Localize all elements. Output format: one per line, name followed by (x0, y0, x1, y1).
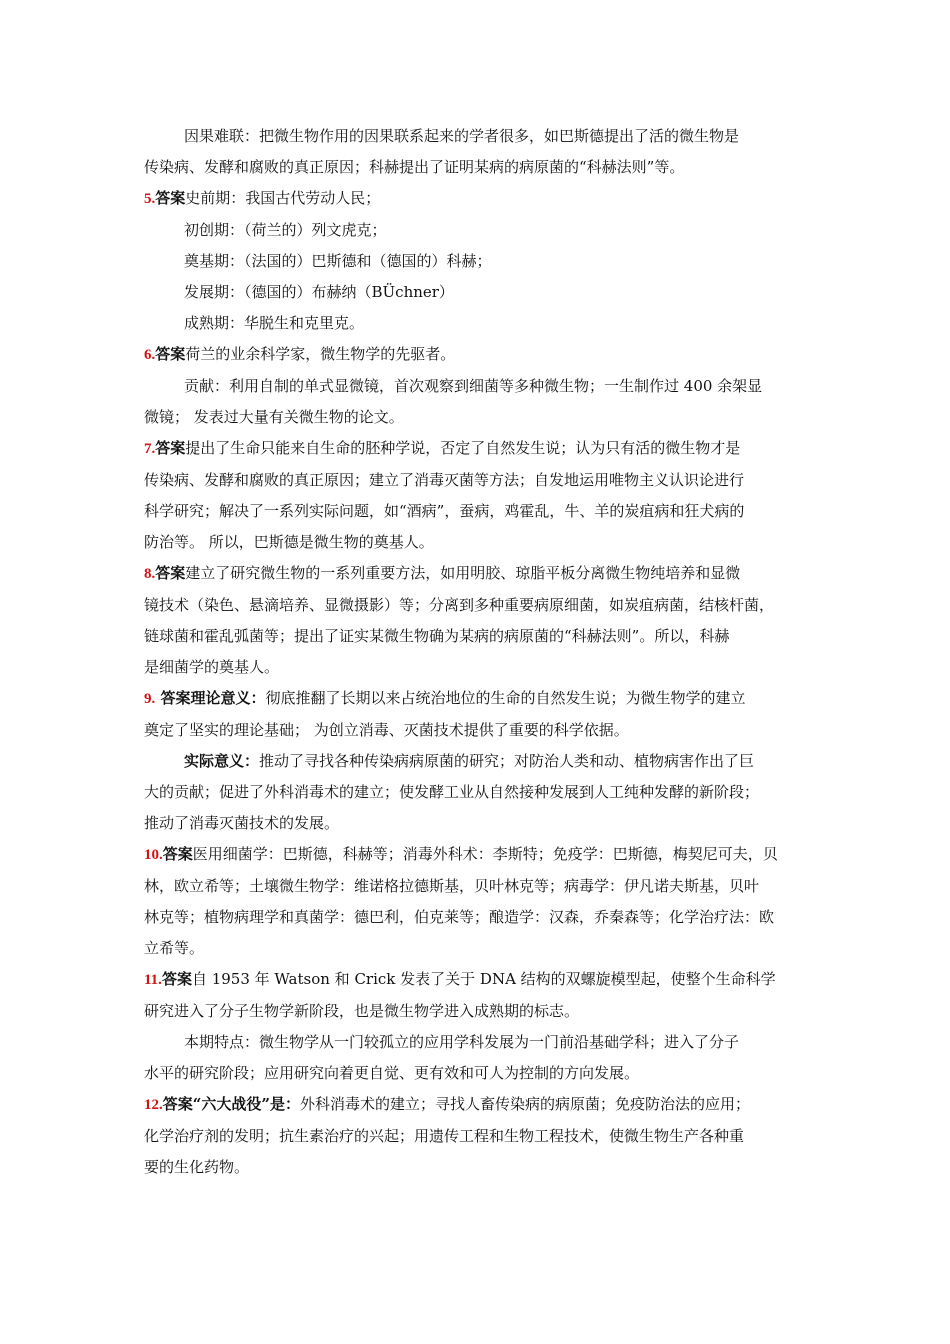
intro-paragraph (144, 121, 814, 183)
answer-label: 答案 (155, 439, 186, 457)
answer-first-line (144, 839, 814, 871)
answer-11 (144, 964, 814, 1089)
answer-first-line (144, 433, 814, 465)
text-line: 镜技术（染色、悬滴培养、显微摄影）等；分离到多种重要病原细菌，如炭疽病菌，结核杆菌， (144, 596, 775, 614)
period-line: 初创期：（荷兰的）列文虎克； (184, 221, 387, 239)
answer-first-line (144, 964, 814, 996)
text-line: 贡献：利用自制的单式显微镜，首次观察到细菌等多种微生物；一生制作过 400 余架显 (184, 377, 763, 395)
text-line: 因果难联：把微生物作用的因果联系起来的学者很多，如巴斯德提出了活的微生物是 (184, 127, 740, 145)
answer-label: 答案 (155, 564, 186, 582)
text-line: 化学治疗剂的发明；抗生素治疗的兴起；用遗传工程和生物工程技术，使微生物生产各种重 (144, 1127, 745, 1145)
answer-label: 答案 (155, 189, 186, 207)
document-body (144, 121, 814, 1183)
text-line: 奠定了坚实的理论基础； 为创立消毒、灭菌技术提供了重要的科学依据。 (144, 721, 629, 739)
period-line: 发展期：（德国的）布赫纳（BÜchner） (184, 283, 454, 301)
text-line: 本期特点：微生物学从一门较孤立的应用学科发展为一门前沿基础学科；进入了分子 (184, 1033, 740, 1051)
answer-number: 12. (144, 1097, 163, 1113)
answer-9 (144, 683, 814, 839)
answer-first-line (144, 183, 814, 215)
text-line: 微镜； 发表过大量有关微生物的论文。 (144, 408, 404, 426)
text-line: 推动了寻找各种传染病病原菌的研究；对防治人类和动、植物病害作出了巨 (259, 752, 755, 770)
answer-label: 答案理论意义： (155, 689, 266, 707)
answer-7 (144, 433, 814, 558)
answer-label: 答案 (162, 845, 193, 863)
answer-number: 5. (144, 191, 156, 207)
text-line: 荷兰的业余科学家，微生物学的先驱者。 (185, 345, 456, 363)
text-line: 研究进入了分子生物学新阶段，也是微生物学进入成熟期的标志。 (144, 1002, 580, 1020)
answer-8 (144, 558, 814, 683)
text-line: 推动了消毒灭菌技术的发展。 (144, 814, 340, 832)
text-line: 林克等；植物病理学和真菌学：德巴利，伯克莱等；酿造学：汉森，乔秦森等；化学治疗法：欧 (144, 908, 775, 926)
answer-number: 10. (144, 847, 163, 863)
text-line: 科学研究；解决了一系列实际问题，如“酒病”，蚕病，鸡霍乱，牛、羊的炭疽病和狂犬病的 (144, 502, 745, 520)
answer-first-line (144, 1089, 814, 1121)
period-line: 奠基期：（法国的）巴斯德和（德国的）科赫； (184, 252, 492, 270)
answer-label: 答案 (161, 970, 192, 988)
text-line: 防治等。 所以，巴斯德是微生物的奠基人。 (144, 533, 434, 551)
answer-first-line (144, 339, 814, 371)
text-line: 史前期：我国古代劳动人民； (185, 189, 381, 207)
text-line: 提出了生命只能来自生命的胚种学说，否定了自然发生说；认为只有活的微生物才是 (185, 439, 741, 457)
period-line: 成熟期：华脱生和克里克。 (184, 314, 365, 332)
text-line: 链球菌和霍乱弧菌等；提出了证实某微生物确为某病的病原菌的“科赫法则”。所以，科赫 (144, 627, 730, 645)
text-line: 外科消毒术的建立；寻找人畜传染病的病原菌；免疫防治法的应用； (300, 1095, 751, 1113)
answer-6 (144, 339, 814, 433)
text-line: 大的贡献；促进了外科消毒术的建立；使发酵工业从自然接种发展到人工纯种发酵的新阶段； (144, 783, 760, 801)
text-line: 建立了研究微生物的一系列重要方法，如用明胶、琼脂平板分离微生物纯培养和显微 (185, 564, 741, 582)
sub-first-line (144, 746, 814, 777)
sub-label: 实际意义： (184, 752, 260, 770)
text-line: 是细菌学的奠基人。 (144, 658, 280, 676)
text-line: 传染病、发酵和腐败的真正原因；建立了消毒灭菌等方法；自发地运用唯物主义认识论进行 (144, 471, 745, 489)
text-line: 林，欧立希等；土壤微生物学：维诺格拉德斯基，贝叶林克等；病毒学：伊凡诺夫斯基，贝叶 (144, 877, 760, 895)
answer-number: 9. (144, 691, 156, 707)
answer-number: 6. (144, 347, 156, 363)
answer-first-line (144, 683, 814, 715)
answer-first-line (144, 558, 814, 590)
answer-5 (144, 183, 814, 339)
answer-label: 答案“六大战役”是： (162, 1095, 301, 1113)
answer-label: 答案 (155, 345, 186, 363)
answer-number: 8. (144, 566, 156, 582)
text-line: 水平的研究阶段；应用研究向着更自觉、更有效和可人为控制的方向发展。 (144, 1064, 640, 1082)
text-line: 立希等。 (144, 939, 205, 957)
text-line: 彻底推翻了长期以来占统治地位的生命的自然发生说；为微生物学的建立 (265, 689, 746, 707)
answer-10 (144, 839, 814, 964)
answer-number: 7. (144, 441, 156, 457)
text-line: 医用细菌学：巴斯德，科赫等；消毒外科术：李斯特；免疫学：巴斯德，梅契尼可夫，贝 (192, 845, 778, 863)
answer-12 (144, 1089, 814, 1183)
text-line: 自 1953 年 Watson 和 Crick 发表了关于 DNA 结构的双螺旋模型起，使整个生命科学 (191, 970, 776, 988)
text-line: 要的生化药物。 (144, 1158, 250, 1176)
text-line: 传染病、发酵和腐败的真正原因；科赫提出了证明某病的病原菌的“科赫法则”等。 (144, 158, 685, 176)
answer-number: 11. (144, 972, 162, 988)
